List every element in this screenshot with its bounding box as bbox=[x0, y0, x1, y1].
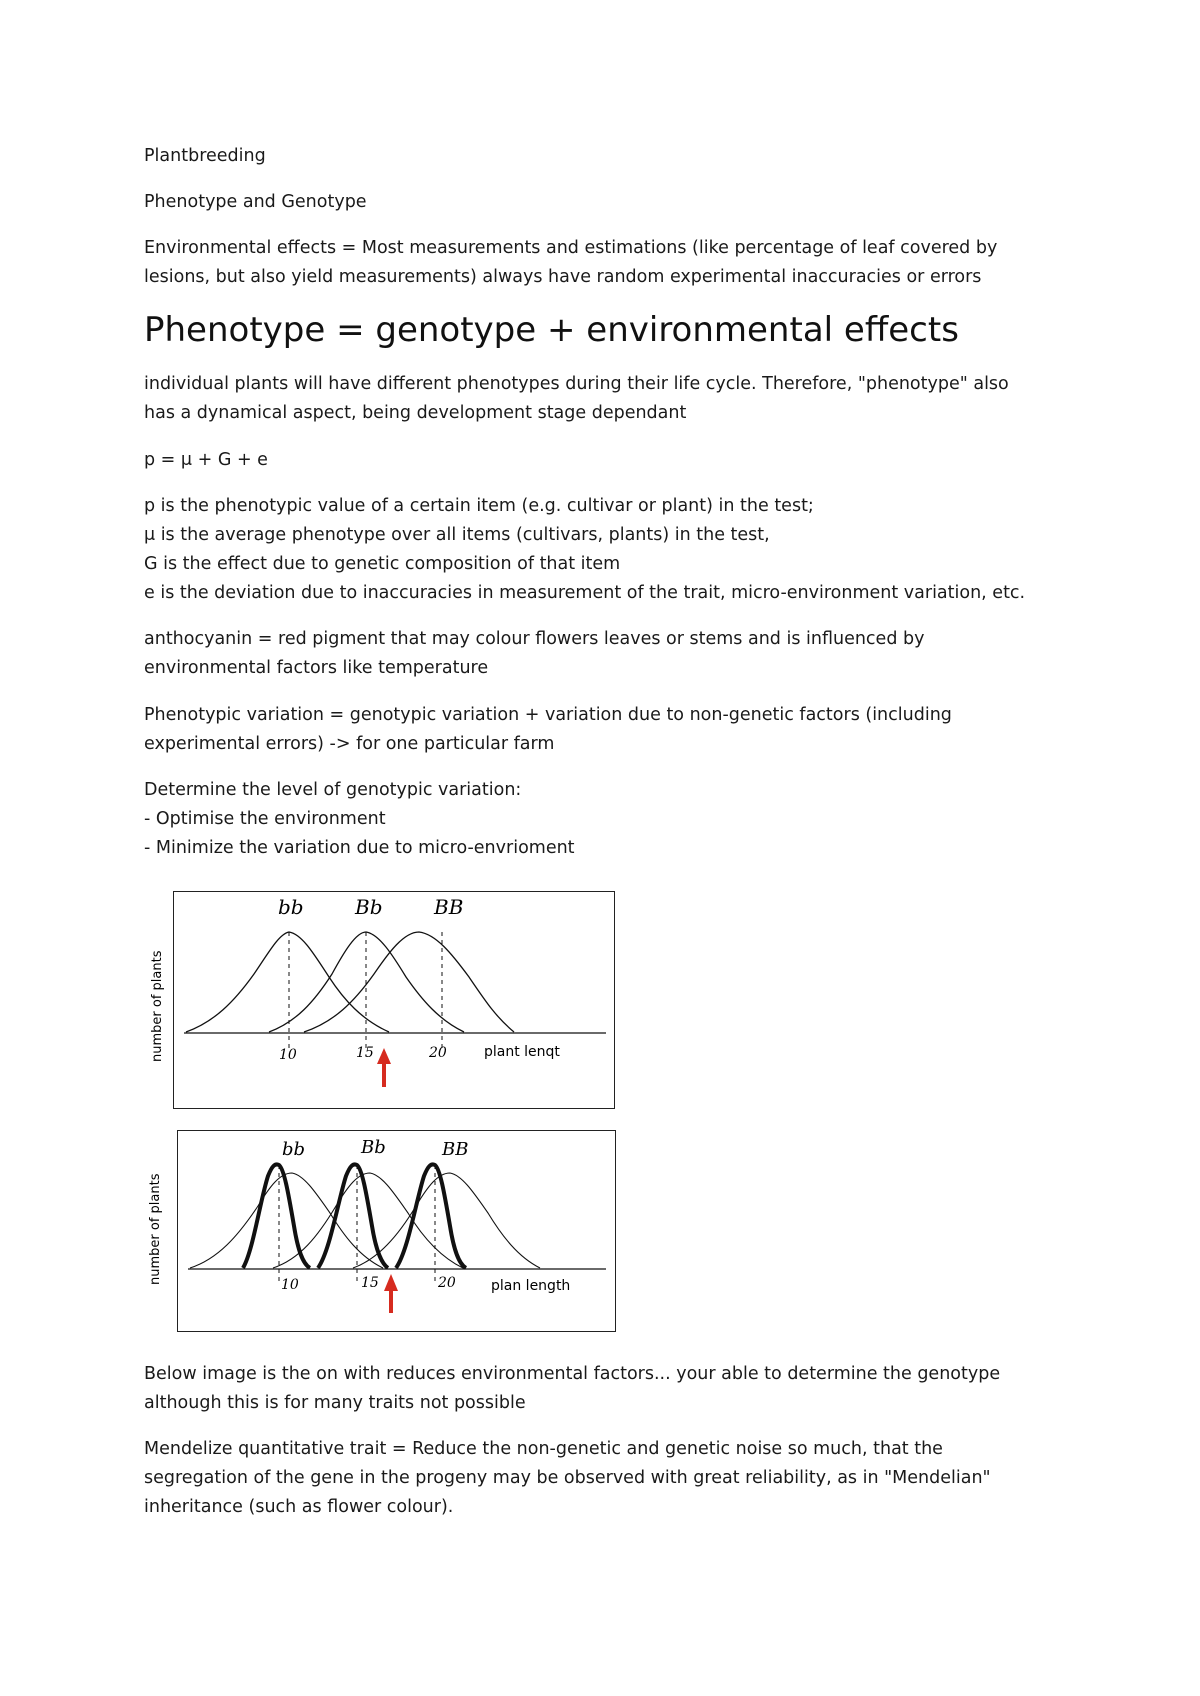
x-axis-label: plant lenqt bbox=[484, 1044, 560, 1060]
paragraph-below-line2: although this is for many traits not possible bbox=[144, 1393, 526, 1413]
paragraph-mendelize-line3: inheritance (such as flower colour). bbox=[144, 1497, 454, 1517]
red-arrow-head bbox=[377, 1048, 391, 1064]
determine-item-1: - Optimise the environment bbox=[144, 809, 386, 829]
paragraph-individual-line2: has a dynamical aspect, being development stage dependant bbox=[144, 403, 687, 423]
genotype-label-BB: BB bbox=[434, 895, 464, 919]
tick-label-15-2: 15 bbox=[361, 1275, 379, 1291]
tick-label-10: 10 bbox=[279, 1047, 297, 1063]
tick-label-15: 15 bbox=[356, 1045, 374, 1061]
tick-label-20-2: 20 bbox=[438, 1275, 456, 1291]
paragraph-env-line1: Environmental effects = Most measurements and estimations (like percentage of leaf covered by bbox=[144, 238, 998, 258]
wide-curve-BB bbox=[353, 1173, 540, 1268]
paragraph-anthocyanin-line2: environmental factors like temperature bbox=[144, 658, 489, 678]
paragraph-env-line2: lesions, but also yield measurements) always have random experimental inaccuracies or errors bbox=[144, 267, 982, 287]
figure-wide-distribution bbox=[150, 891, 615, 1109]
definition-e: e is the deviation due to inaccuracies in measurement of the trait, micro-environment variation, etc. bbox=[144, 583, 1026, 603]
doc-subtitle: Phenotype and Genotype bbox=[144, 192, 367, 212]
paragraph-variation-line2: experimental errors) -> for one particular farm bbox=[144, 734, 555, 754]
definition-mu: μ is the average phenotype over all items (cultivars, plants) in the test, bbox=[144, 525, 770, 545]
paragraph-mendelize-line2: segregation of the gene in the progeny may be observed with great reliability, as in "Mendelian" bbox=[144, 1468, 991, 1488]
formula: p = μ + G + e bbox=[144, 450, 268, 470]
figure-wide-svg bbox=[150, 892, 617, 1111]
paragraph-anthocyanin-line1: anthocyanin = red pigment that may colour flowers leaves or stems and is influenced by bbox=[144, 629, 925, 649]
paragraph-mendelize-line1: Mendelize quantitative trait = Reduce the non-genetic and genetic noise so much, that the bbox=[144, 1439, 943, 1459]
x-axis-label-2: plan length bbox=[491, 1278, 571, 1294]
red-arrow-head-2 bbox=[384, 1274, 398, 1291]
curve-bb bbox=[186, 932, 389, 1032]
genotype-label-Bb-2: Bb bbox=[361, 1137, 386, 1158]
figure-narrow-distribution bbox=[148, 1130, 616, 1332]
definition-p: p is the phenotypic value of a certain item (e.g. cultivar or plant) in the test; bbox=[144, 496, 814, 516]
tick-label-20: 20 bbox=[429, 1045, 447, 1061]
y-axis-label-2: number of plants bbox=[148, 1173, 163, 1285]
narrow-curve-Bb bbox=[318, 1164, 388, 1268]
paragraph-individual-line1: individual plants will have different phenotypes during their life cycle. Therefore, "phenotype" also bbox=[144, 374, 1009, 394]
genotype-label-bb: bb bbox=[278, 895, 304, 919]
determine-heading: Determine the level of genotypic variation: bbox=[144, 780, 522, 800]
narrow-curve-BB bbox=[396, 1164, 466, 1268]
phenotype-heading: Phenotype = genotype + environmental effects bbox=[144, 310, 959, 350]
y-axis-label: number of plants bbox=[150, 950, 165, 1062]
doc-title: Plantbreeding bbox=[144, 146, 266, 166]
paragraph-variation-line1: Phenotypic variation = genotypic variation + variation due to non-genetic factors (including bbox=[144, 705, 952, 725]
paragraph-below-line1: Below image is the on with reduces environmental factors... your able to determine the genotype bbox=[144, 1364, 1001, 1384]
tick-label-10-2: 10 bbox=[281, 1277, 299, 1293]
definition-g: G is the effect due to genetic composition of that item bbox=[144, 554, 621, 574]
genotype-label-Bb: Bb bbox=[355, 895, 383, 919]
genotype-label-BB-2: BB bbox=[442, 1139, 469, 1160]
genotype-label-bb-2: bb bbox=[282, 1139, 306, 1160]
figure-narrow-svg bbox=[148, 1131, 618, 1334]
determine-item-2: - Minimize the variation due to micro-envrioment bbox=[144, 838, 575, 858]
